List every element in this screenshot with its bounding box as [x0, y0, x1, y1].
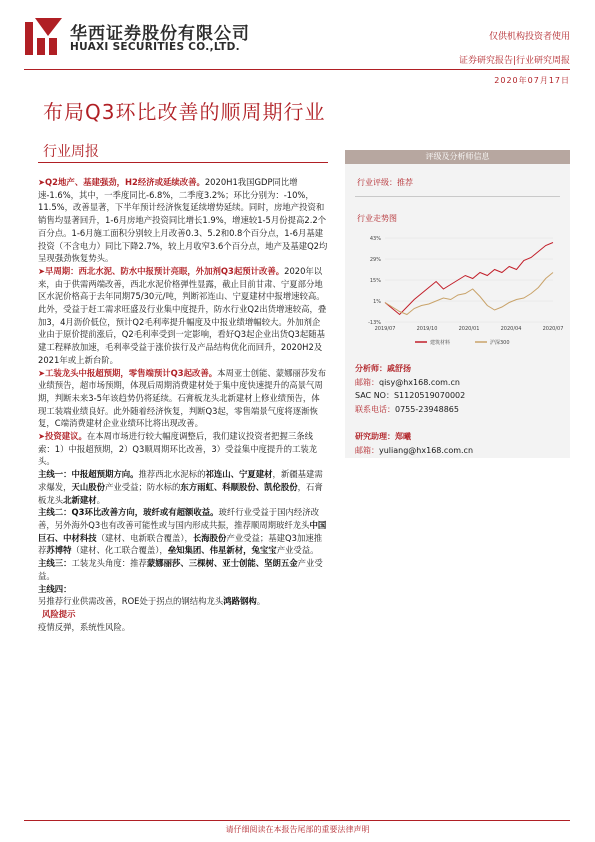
analyst-name: 戚舒扬: [387, 364, 411, 373]
y-tick-label: 29%: [369, 257, 381, 263]
summary-heading-1: Q2地产、基建强劲，H2经济或延续改善。: [45, 177, 205, 187]
trend-chart-label: 行业走势图: [357, 214, 397, 223]
summary-text-3: 本周亚士创能、蒙娜丽莎发布业绩预告，超市场预期，体现后周期消费建材处于集中度快速提升的高景气周期，判断未来3-5年该趋势仍将延续。石膏板龙头北新建材上修业绩预告，体现工装端业绩良好。此外随着经济恢复，判断Q3起，零售端景气度将逐渐恢复，C端消费建材企业业绩环比将出现改善。: [38, 367, 326, 429]
industry-rating: 行业评级：推荐: [357, 178, 413, 187]
analyst-info: [355, 362, 560, 457]
summary-text-4: 在本周市场进行较大幅度调整后，我们建议投资者把握三条线索：1）中报超预期，2）Q3顺周期环比改善，3）受益集中度提升的工装龙头。: [38, 431, 318, 467]
huaxi-logo-icon: [24, 16, 64, 56]
analyst-phone: 0755-23948865: [395, 404, 459, 414]
analyst-email[interactable]: qisy@hx168.com.cn: [379, 377, 460, 387]
mainline-3: 主线三：工装龙头角度：推荐蒙娜丽莎、三棵树、亚士创能、坚朗五金产业受益。: [38, 558, 323, 581]
footer-divider: [24, 820, 570, 821]
summary-text-2: 2020年以来，由于供需两端改善，西北水泥价格弹性显露，截止目前甘肃、宁夏部分地区水泥价格高于去年同期75/30元/吨，判断祁连山、宁夏建材中报增速较高。此外，受益于赶工需求旺盛及行业集中度提升，防水行业Q2出货增速较高，叠加3，4月沥价低位，预计Q2毛利率提升幅度及中报业绩增幅较大。外加剂企业由于原价提前涨后，Q2毛利率受到一定影响，看好Q3起企业出货Q3起随基建工程释放加速，毛利率受益于涨价拔行及产品结构优化而回升，2020H2及2021年或上新台阶。: [38, 265, 327, 365]
bullet-arrow-icon: ➤: [38, 177, 46, 187]
y-tick-label: -13%: [368, 320, 381, 326]
bullet-arrow-icon: ➤: [38, 431, 46, 442]
summary-heading-4: 投资建议。: [45, 431, 87, 442]
phone-label: 联系电话：: [355, 404, 395, 414]
series-line: [385, 273, 553, 315]
report-body: [38, 176, 328, 633]
analyst-email-label: 邮箱：: [355, 377, 379, 387]
summary-heading-3: 工装龙头中报超预期，零售端预计Q3起改善。: [45, 367, 218, 378]
summary-paragraph-2: [38, 265, 328, 367]
assistant-email-label: 邮箱：: [355, 445, 379, 455]
y-tick-label: 1%: [373, 299, 381, 305]
analyst-role: 分析师：: [355, 364, 387, 373]
series-line: [385, 243, 553, 315]
report-date: 2020年07月17日: [494, 76, 570, 85]
x-tick-label: 2019/07: [374, 326, 396, 332]
bullet-arrow-icon: ➤: [38, 367, 46, 378]
risk-text: 疫情反弹，系统性风险。: [38, 621, 131, 632]
report-type: 证券研究报告|行业研究周报: [458, 56, 570, 66]
legal-footer-note: 请仔细阅读在本报告尾部的重要法律声明: [225, 825, 370, 834]
rating-analyst-panel: [345, 150, 570, 458]
x-tick-label: 2019/10: [416, 326, 438, 332]
brand-name-en: HUAXI SECURITIES CO.,LTD.: [70, 41, 240, 53]
mainline-2: 主线二：Q3环比改善方向，玻纤或有超额收益。玻纤行业受益于国内经济改善，另外海外Q3也有改善可能性或与国内形成共振，推荐顺周期玻纤龙头中国巨石、中材科技（建材、电新联合覆盖），长海股份产业受益；基建Q3加速推荐苏博特（建材、化工联合覆盖），垒知集团、伟星新材，兔宝宝产业受益。: [38, 507, 327, 556]
section-divider: [38, 162, 328, 163]
assistant-role: 研究助理：: [355, 432, 395, 441]
mainline-1: 主线一：中报超预期方向。推荐西北水泥标的祁连山、宁夏建材，新疆基建需求爆发，天山股份产业受益；防水标的东方雨虹、科顺股份、凯伦股份，石膏板龙头北新建材。: [38, 469, 323, 505]
y-tick-label: 43%: [369, 236, 381, 242]
mainline-4: 主线四： 另推荐行业供需改善，ROE处于拐点的钢结构龙头鸿路钢构。: [38, 583, 266, 607]
x-tick-label: 2020/04: [500, 326, 522, 332]
bullet-arrow-icon: ➤: [38, 265, 46, 276]
sac-label: SAC NO：: [355, 391, 394, 400]
sac-number: S1120519070002: [393, 391, 466, 400]
summary-paragraph-4: [38, 430, 328, 468]
industry-trend-chart: [355, 232, 564, 352]
section-label: 行业周报: [43, 144, 99, 160]
panel-title: 评级及分析师信息: [345, 150, 570, 164]
header-divider: [24, 69, 570, 70]
y-tick-label: 15%: [369, 278, 381, 284]
summary-paragraph-1: [38, 176, 328, 265]
audience-note: 仅供机构投资者使用: [488, 32, 570, 42]
rating-divider: [355, 196, 560, 197]
summary-paragraph-3: [38, 367, 328, 431]
risk-heading: 风险提示: [42, 608, 76, 619]
legend-label: 沪深300: [490, 340, 510, 346]
assistant-email[interactable]: yuliang@hx168.com.cn: [379, 445, 474, 455]
x-tick-label: 2020/07: [542, 326, 564, 332]
summary-text-1: 2020H1我国GDP同比增速-1.6%，其中，一季度同比-6.8%，二季度3.2%；环比分别为：-10%，11.5%，改善显著，下半年预计经济恢复延续增势延续。同时，房地产投资和销售均显著回升，1-6月房地产投资同比增长1.9%，增速较1-5月份提高2.2个百分点。1-6月施工面积分别较上月改善0.3、5.2和0.8个百分点，1-6月基建投资（不含电力）同比下降2.7%，较上月收窄3.6个百分点，地产及基建Q2均呈现强劲恢复势头。: [38, 177, 328, 264]
brand-name-cn: 华西证券股份有限公司: [70, 24, 250, 44]
legend-label: 建筑材料: [430, 340, 451, 346]
summary-heading-2: 早周期：西北水泥、防水中报预计亮眼，外加剂Q3起预计改善。: [45, 265, 285, 276]
page-title: 布局Q3环比改善的顺周期行业: [43, 100, 326, 124]
x-tick-label: 2020/01: [458, 326, 480, 332]
assistant-name: 郑曦: [395, 432, 411, 441]
